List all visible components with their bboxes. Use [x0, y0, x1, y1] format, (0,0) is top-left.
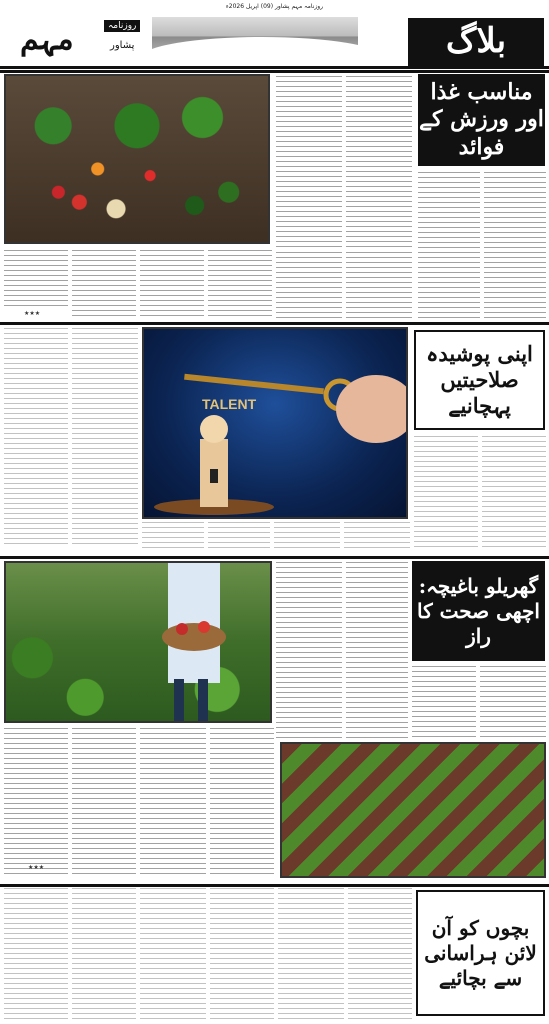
end-stars: ★★★ [28, 864, 45, 871]
article-1-text-column [140, 250, 204, 318]
article-2-text-column [72, 328, 138, 548]
article-2-text-column [142, 522, 204, 548]
article-1-text-column [484, 172, 546, 318]
masthead-banner-photo [152, 17, 358, 65]
article-4-text-column [210, 888, 274, 1020]
section-title: بلاگ [408, 18, 544, 66]
raised-beds-photo [280, 742, 546, 878]
article-1-title: مناسب غذا اور ورزش کے فوائد [418, 74, 545, 166]
brand-name [20, 22, 74, 57]
article-1-text-column [418, 172, 480, 318]
article-4-text-column [348, 888, 412, 1020]
article-1-text-column [276, 76, 342, 248]
article-1-text-column [346, 76, 412, 248]
article-4-title: بچوں کو آن لائن ہراسانی سے بچائیے [416, 890, 545, 1016]
article-3-text-column [4, 728, 68, 876]
article-2-text-column [344, 522, 410, 548]
article-3-text-column [72, 728, 136, 876]
article-2-text-column [4, 328, 68, 548]
article-3-text-column [346, 562, 408, 738]
article-3-title: گھریلو باغیچہ: اچھی صحت کا راز [412, 561, 545, 661]
article-4-text-column [140, 888, 206, 1020]
date-line: روزنامہ مہم پشاور (09) اپریل 2026ء [225, 3, 324, 10]
article-4-text-column [72, 888, 136, 1020]
article-2-text-column [482, 436, 546, 548]
article-1-text-column [72, 250, 136, 318]
article-3-text-column [210, 728, 274, 876]
article-4-text-column [278, 888, 344, 1020]
article-1-text-column [4, 250, 68, 310]
article-1-text-column [208, 250, 272, 318]
article-2-title: اپنی پوشیدہ صلاحیتیں پہچانیے [414, 330, 545, 430]
article-3-text-column [140, 728, 206, 876]
article-1-text-column [346, 252, 412, 318]
talent-key-photo [142, 327, 408, 519]
end-stars: ★★★ [24, 310, 41, 317]
key-illustration [144, 329, 406, 517]
article-4-text-column [4, 888, 68, 1020]
article-3-text-column [276, 562, 342, 738]
brand-tag: روزنامہ [104, 20, 140, 32]
home-garden-photo [4, 561, 272, 723]
brand-city: پشاور [110, 40, 135, 51]
article-1-text-column [276, 252, 342, 318]
brand-name-text: مہم [20, 22, 74, 57]
article-2-text-column [274, 522, 340, 548]
article-3-text-column [412, 666, 476, 740]
article-2-text-column [414, 436, 478, 548]
vegetables-photo [4, 74, 270, 244]
talent-label: TALENT [202, 396, 257, 412]
article-2-text-column [208, 522, 270, 548]
article-3-text-column [480, 666, 546, 740]
gardener-illustration [6, 563, 270, 721]
brand-logo [10, 18, 146, 66]
